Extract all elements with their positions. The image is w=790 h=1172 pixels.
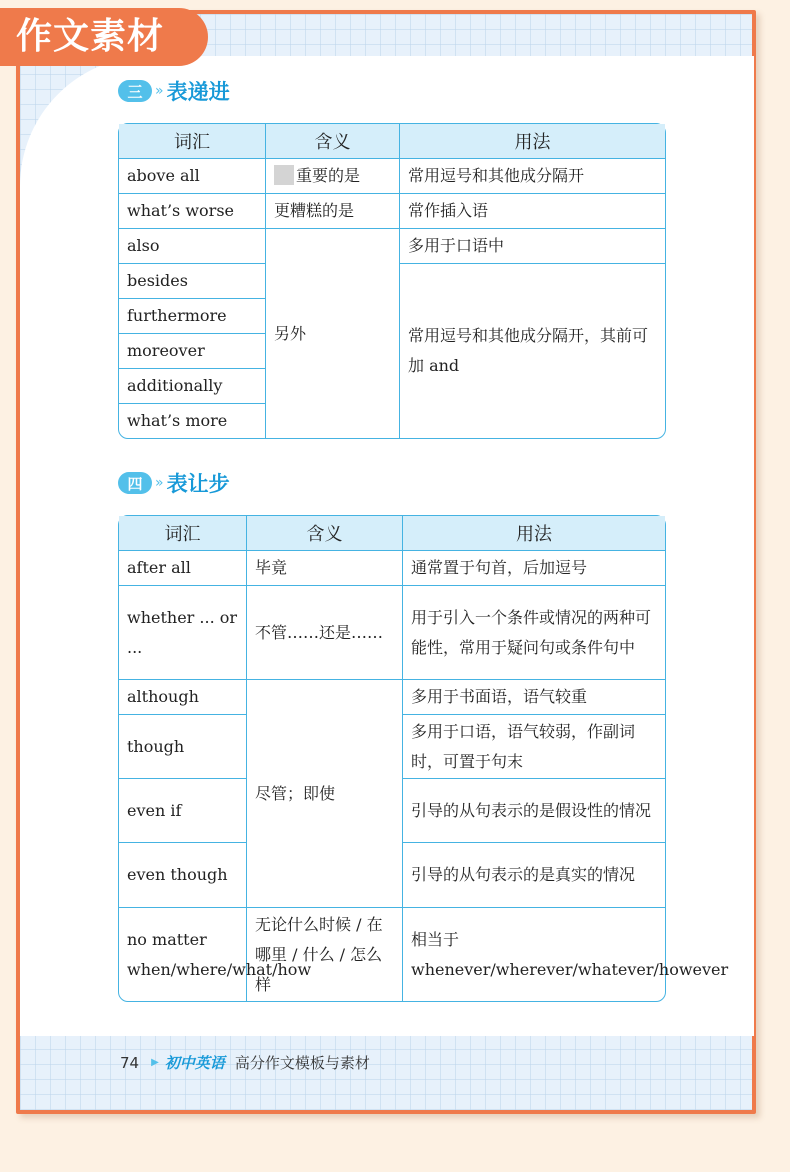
word-cell: furthermore (119, 299, 266, 334)
page-footer (120, 1052, 370, 1073)
section-title: 表让步 (166, 472, 230, 496)
redaction-box (274, 165, 294, 185)
book-series: 初中英语 (164, 1054, 225, 1072)
triangle-icon: ▶ (151, 1057, 159, 1068)
usage-cell: 用于引入一个条件或情况的两种可能性，常用于疑问句或条件句中 (403, 586, 665, 680)
meaning-cell: 无论什么时候 / 在哪里 / 什么 / 怎么样 (247, 908, 403, 1001)
word-cell: no matter when/where/what/how (119, 908, 247, 1001)
page-number: 74 (120, 1053, 140, 1072)
word-cell: whether ... or ... (119, 586, 247, 680)
table-row (119, 586, 665, 680)
usage-cell: 多用于口语，语气较弱，作副词时，可置于句末 (403, 715, 665, 779)
usage-cell: 引导的从句表示的是假设性的情况 (403, 779, 665, 843)
meaning-cell: 不管……还是…… (247, 586, 403, 680)
word-cell: although (119, 680, 247, 715)
word-cell: moreover (119, 334, 266, 369)
word-cell: besides (119, 264, 266, 299)
column-header: 词汇 (119, 124, 266, 159)
merged-meaning-cell: 另外 (266, 229, 400, 438)
section-heading-concession (118, 468, 230, 498)
column-header: 用法 (400, 124, 665, 159)
column-header: 词汇 (119, 516, 247, 551)
table-row (119, 159, 665, 194)
meaning-cell (266, 159, 400, 194)
usage-cell: 引导的从句表示的是真实的情况 (403, 843, 665, 908)
meaning-cell: 更糟糕的是 (266, 194, 400, 229)
word-cell: what’s worse (119, 194, 266, 229)
word-cell: above all (119, 159, 266, 194)
word-cell: even though (119, 843, 247, 908)
section-title: 表递进 (166, 80, 230, 104)
meaning-cell: 毕竟 (247, 551, 403, 586)
column-header: 用法 (403, 516, 665, 551)
word-cell: also (119, 229, 266, 264)
table-row (119, 194, 665, 229)
table-row (119, 229, 665, 264)
table-row (119, 908, 665, 1001)
section-heading-progression (118, 76, 230, 106)
table-header-row (119, 516, 665, 551)
table-row (119, 551, 665, 586)
column-header: 含义 (266, 124, 400, 159)
double-chevron-icon: » (155, 475, 164, 491)
table-row (119, 680, 665, 715)
word-cell: after all (119, 551, 247, 586)
usage-cell: 常用逗号和其他成分隔开 (400, 159, 665, 194)
word-cell: additionally (119, 369, 266, 404)
merged-meaning-cell: 尽管；即使 (247, 680, 403, 908)
vocab-table-progression (118, 123, 666, 439)
section-number-badge: 三 (118, 80, 152, 102)
book-title: 高分作文模板与素材 (234, 1054, 370, 1072)
meaning-text: 重要的是 (296, 166, 361, 185)
header-tag: 作文素材 (0, 8, 208, 66)
section-number-badge: 四 (118, 472, 152, 494)
table-header-row (119, 124, 665, 159)
usage-cell: 通常置于句首，后加逗号 (403, 551, 665, 586)
double-chevron-icon: » (155, 83, 164, 99)
word-cell: what’s more (119, 404, 266, 438)
word-cell: though (119, 715, 247, 779)
word-cell: even if (119, 779, 247, 843)
usage-cell: 多用于书面语，语气较重 (403, 680, 665, 715)
vocab-table-concession (118, 515, 729, 1002)
column-header: 含义 (247, 516, 403, 551)
usage-cell: 常作插入语 (400, 194, 665, 229)
usage-cell: 相当于 whenever/wherever/whatever/however (411, 929, 729, 979)
usage-cell: 多用于口语中 (400, 229, 665, 264)
merged-usage-cell: 常用逗号和其他成分隔开，其前可加 and (408, 326, 649, 375)
